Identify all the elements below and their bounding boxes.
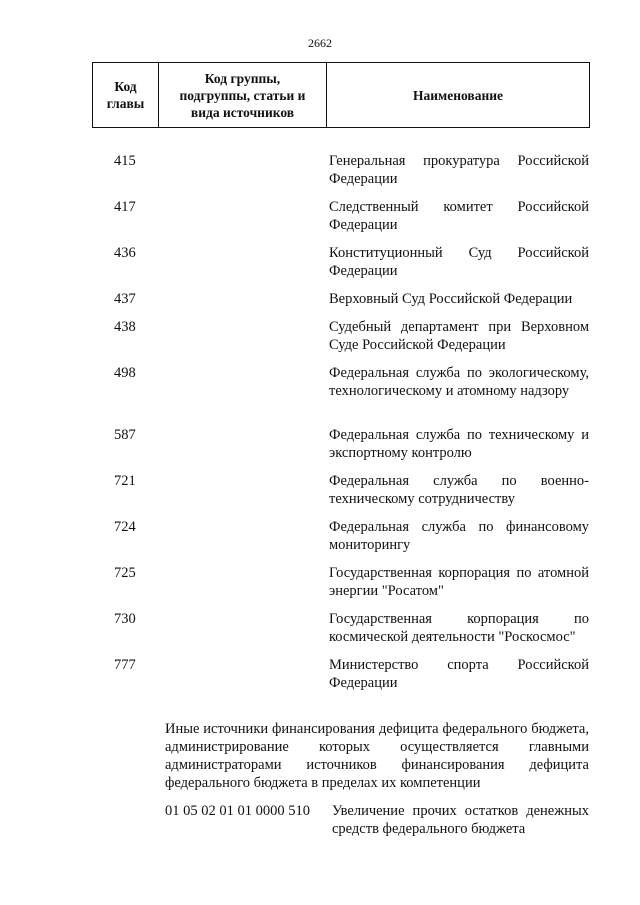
row-code: 438 [114, 319, 136, 335]
row-code: 721 [114, 473, 136, 489]
row-name: Федеральная служба по техническому и экспортному контролю [329, 427, 589, 461]
table-header [92, 62, 590, 128]
table-row [0, 656, 640, 702]
row-code: 01 05 02 01 01 0000 510 [165, 803, 310, 819]
row-code: 498 [114, 365, 136, 381]
row-name: Федеральная служба по военно-техническому сотрудничеству [329, 473, 589, 507]
table-row [0, 472, 640, 518]
row-code: 587 [114, 427, 136, 443]
row-name: Конституционный Суд Российской Федерации [329, 245, 589, 279]
row-name: Государственная корпорация по атомной энергии "Росатом" [329, 565, 589, 599]
row-name: Государственная корпорация по космической деятельности "Роскосмос" [329, 611, 589, 645]
row-name: Верховный Суд Российской Федерации [329, 291, 573, 307]
table-row [0, 518, 640, 564]
header-name: Наименование [413, 87, 503, 103]
row-code: 777 [114, 657, 136, 673]
row-code: 417 [114, 199, 136, 215]
table-body [0, 152, 640, 702]
row-code: 730 [114, 611, 136, 627]
row-code: 437 [114, 291, 136, 307]
row-code: 415 [114, 153, 136, 169]
row-code: 725 [114, 565, 136, 581]
row-name: Увеличение прочих остатков денежных средств федерального бюджета [332, 803, 589, 837]
table-row [0, 198, 640, 244]
row-code: 436 [114, 245, 136, 261]
table-row [0, 290, 640, 318]
table-row [0, 610, 640, 656]
row-name: Федеральная служба по экологическому, технологическому и атомному надзору [329, 365, 589, 399]
other-sources-title: Иные источники финансирования дефицита федерального бюджета, администрирование которых осуществляется главными администраторами источников финансирования дефицита федерального бюджета в пределах их компетенции [165, 721, 589, 791]
table-row [0, 364, 640, 426]
row-name: Генеральная прокуратура Российской Федерации [329, 153, 589, 187]
page-number: 2662 [308, 36, 332, 50]
table-row [0, 426, 640, 472]
header-chapter-code: Код главы [93, 63, 159, 127]
header-group-code: Код группы, подгруппы, статьи и вида источников [159, 63, 327, 127]
row-name: Министерство спорта Российской Федерации [329, 657, 589, 691]
row-name: Федеральная служба по финансовому мониторингу [329, 519, 589, 553]
table-row [0, 152, 640, 198]
row-name: Судебный департамент при Верховном Суде Российской Федерации [329, 319, 589, 353]
row-code: 724 [114, 519, 136, 535]
other-sources-section [165, 720, 589, 838]
table-row [165, 802, 589, 838]
table-row [0, 318, 640, 364]
table-row [0, 564, 640, 610]
table-row [0, 244, 640, 290]
row-name: Следственный комитет Российской Федерации [329, 199, 589, 233]
